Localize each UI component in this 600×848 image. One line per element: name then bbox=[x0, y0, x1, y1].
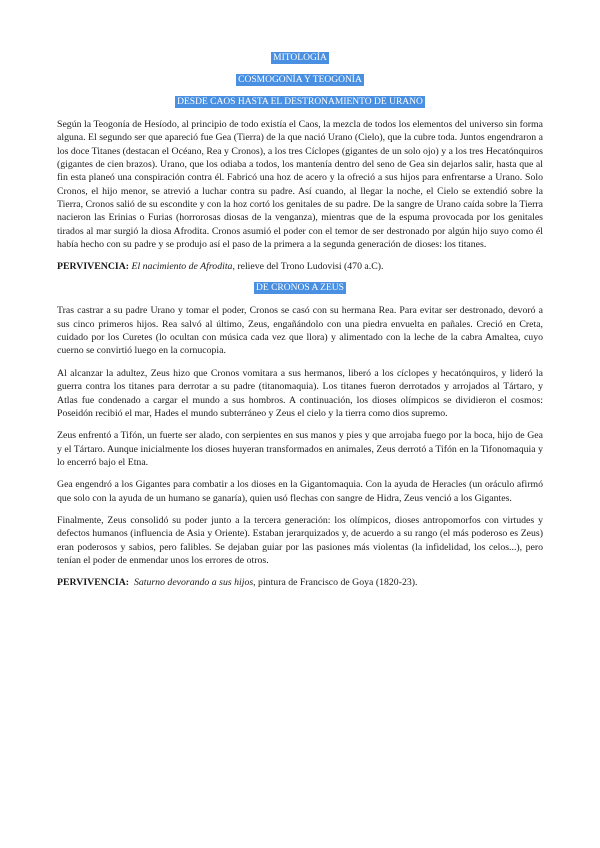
subtitle-heading bbox=[57, 74, 543, 87]
pervivencia-goya bbox=[57, 576, 543, 589]
paragraph-titanomaquia: Al alcanzar la adultez, Zeus hizo que Cronos vomitara a sus hermanos, liberó a los cíclopes y hecatónquiros, y lideró la guerra contra los titanes para derrotar a su padre (titanomaquia). Los titanes fueron derrotados y arrojados al Tártaro, y Atlas fue condenado a cargar el mundo a sus hombros. A continuación, los dioses olímpicos se dividieron el cosmos: Poseidón recibió el mar, Hades el mundo subterráneo y Zeus el cielo y la tierra como dios supremo. bbox=[57, 367, 543, 419]
paragraph-gigantes: Gea engendró a los Gigantes para combatir a los dioses en la Gigantomaquia. Con la ayuda de Heracles (un oráculo afirmó que solo con la ayuda de un humano se ganaría), quien usó flechas con sangre de Hidra, Zeus venció a los Gigantes. bbox=[57, 479, 543, 504]
pervivencia-label: PERVIVENCIA: bbox=[57, 577, 130, 589]
pervivencia-detail: , pintura de Francisco de Goya (1820-23). bbox=[253, 577, 418, 589]
pervivencia-work: El nacimiento de Afrodita bbox=[131, 261, 233, 273]
pervivencia-detail: , relieve del Trono Ludovisi (470 a.C). bbox=[232, 261, 384, 273]
pervivencia-label: PERVIVENCIA: bbox=[57, 261, 130, 273]
title-heading bbox=[57, 52, 543, 65]
paragraph-cronos: Tras castrar a su padre Urano y tomar el poder, Cronos se casó con su hermana Rea. Para evitar ser destronado, devoró a sus cinco primeros hijos. Rea salvó al último, Zeus, engañándolo con una piedra envuelta en pañales. Creció en Creta, cuidado por los Curetes (lo ocultan con música cada vez que llora) y alimentado con la leche de la cabra Amaltea, cuyo cuerno se convirtió luego en la cornucopia. bbox=[57, 305, 543, 357]
paragraph-teogonia: Según la Teogonía de Hesíodo, al principio de todo existía el Caos, la mezcla de todos los elementos del universo sin forma alguna. El segundo ser que apareció fue Gea (Tierra) de la que nació Urano (Cielo), que la cubre toda. Juntos engendraron a los doce Titanes (destacan el Océano, Rea y Cronos), a los tres Cíclopes (gigantes de un solo ojo) y a los tres Hecatónquiros (gigantes de cien brazos). Urano, que los odiaba a todos, los mantenía dentro del seno de Gea sin dejarlos salir, hasta que al fin esta planeó una conspiración contra él. Fabricó una hoz de acero y la ofreció a sus hijos para enfrentarse a Urano. Solo Cronos, el hijo menor, se atrevió a luchar contra su padre. Así cuando, al llegar la noche, el Cielo se extendió sobre la Tierra, Cronos salió de su escondite y con la hoz cortó los genitales de su padre. De la sangre de Urano caída sobre la Tierra nacieron las Erinias o Furias (horrorosas diosas de la venganza), mientras que de la espuma provocada por los genitales tirados al mar surgió la diosa Afrodita. Cronos asumió el poder con el temor de ser destronado por algún hijo suyo como él había hecho con su padre y se produjo así el paso de la primera a la segunda generación de dioses: los titanes. bbox=[57, 119, 543, 251]
section-title-cronos: DE CRONOS A ZEUS bbox=[256, 283, 344, 294]
section-title-caos: DESDE CAOS HASTA EL DESTRONAMIENTO DE URANO bbox=[177, 97, 423, 107]
pervivencia-afrodita bbox=[57, 260, 543, 273]
section-heading-cronos bbox=[57, 282, 543, 295]
title-mitologia: MITOLOGÍA bbox=[273, 53, 327, 63]
subtitle-cosmogonia: COSMOGONÍA Y TEOGONÍA bbox=[238, 75, 362, 85]
section-heading-caos bbox=[57, 96, 543, 109]
pervivencia-work: Saturno devorando a sus hijos bbox=[133, 577, 254, 589]
paragraph-olimpicos: Finalmente, Zeus consolidó su poder junto a la tercera generación: los olímpicos, dioses antropomorfos con virtudes y defectos humanos (influencia de Asia y Oriente). Estaban jerarquizados y, de acuerdo a su rango (el más poderoso es Zeus) eran poderosos y sabios, pero falibles. Se dejaban guiar por las pasiones más violentas (la infidelidad, los celos...), pero tenían el poder de enmendar unos los errores de otros. bbox=[57, 514, 543, 566]
paragraph-tifon: Zeus enfrentó a Tifón, un fuerte ser alado, con serpientes en sus manos y pies y que arrojaba fuego por la boca, hijo de Gea y el Tártaro. Aunque inicialmente los dioses huyeran transformados en animales, Zeus derrotó a Tifón en la Tifonomaquia y lo encerró bajo el Etna. bbox=[57, 430, 543, 468]
document-page bbox=[57, 52, 543, 598]
